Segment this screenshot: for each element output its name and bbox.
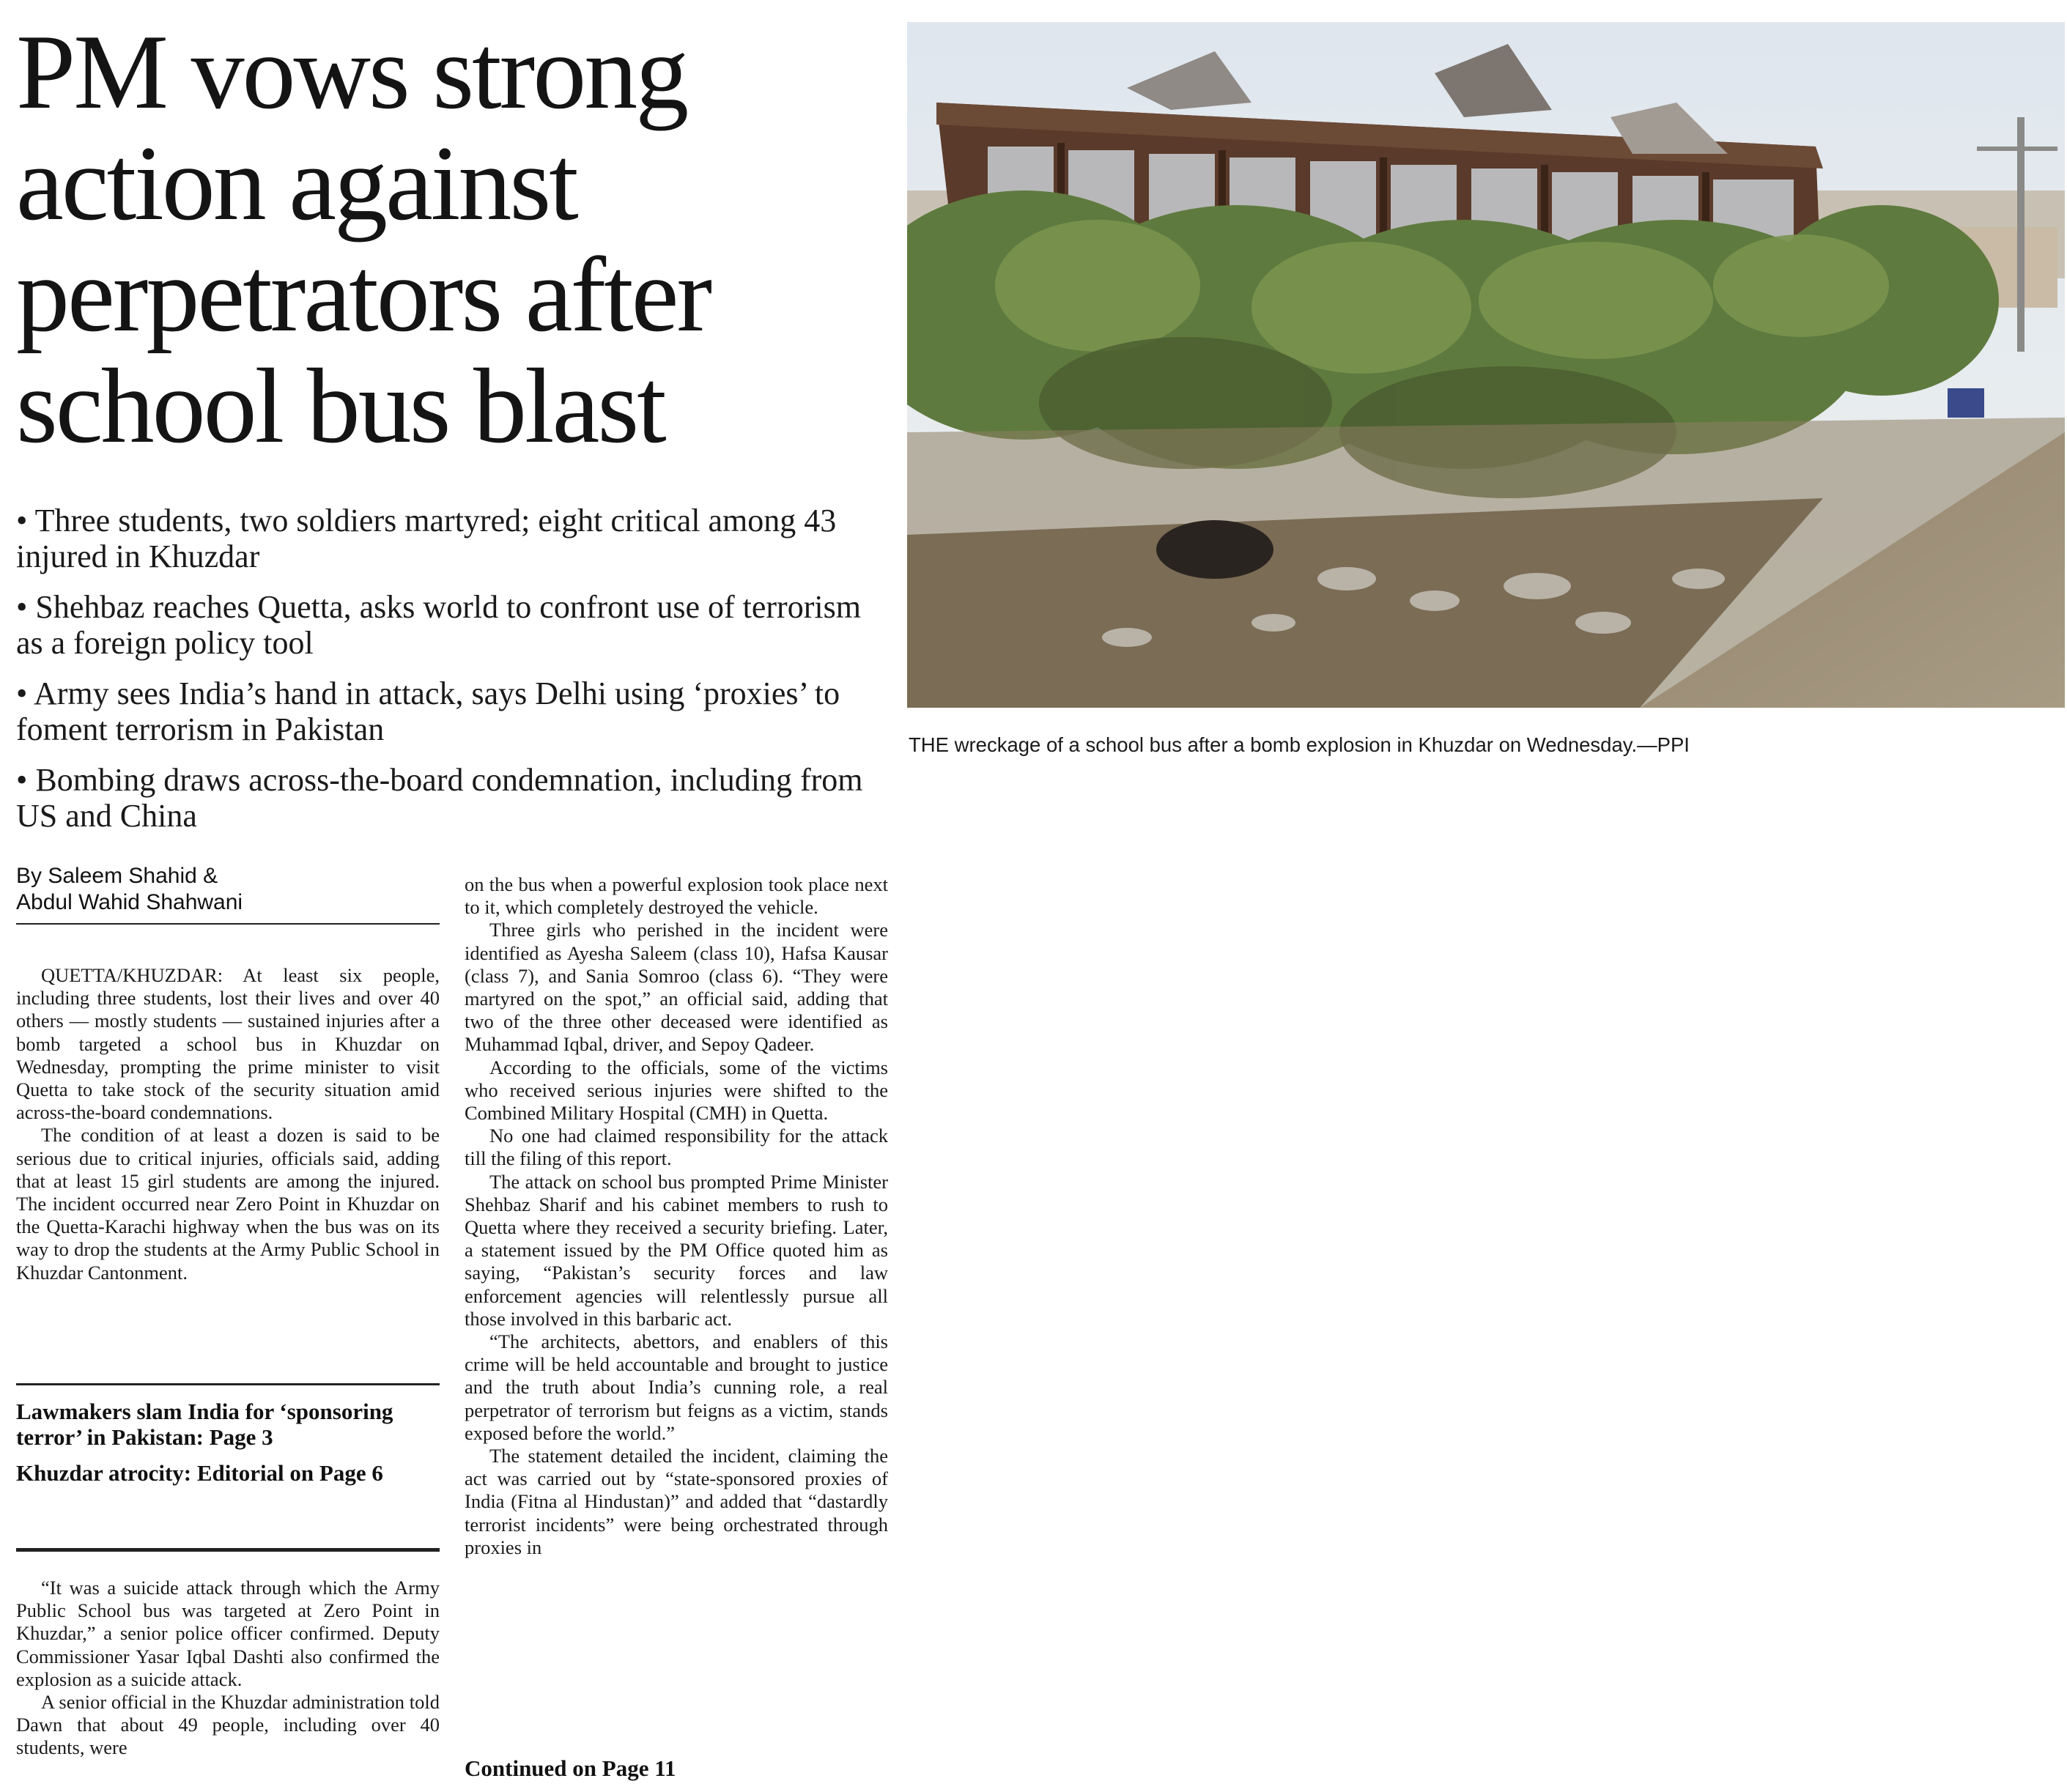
related-stories-box: [16, 1383, 440, 1552]
bus-wreckage-image: [907, 22, 2065, 708]
article-paragraph: “The architects, abettors, and enablers of this crime will be held accountable and brought to justice and the truth about India’s cunning role, a real perpetrator of terrorism but feigns as a victim, stands exposed before the world.”: [465, 1330, 888, 1444]
article-column-1-top: [16, 964, 440, 1284]
article-paragraph: The condition of at least a dozen is said to be serious due to critical injuries, officials said, adding that at least 15 girl students are among the injured. The incident occurred near Zero Point in Khuzdar on the Quetta-Karachi highway when the bus was on its way to drop the students at the Army Public School in Khuzdar Cantonment.: [16, 1124, 440, 1284]
photo-caption: THE wreckage of a school bus after a bomb explosion in Khuzdar on Wednesday.—PPI: [909, 733, 1690, 756]
summary-bullets: [16, 503, 895, 848]
bullet-item: • Army sees India’s hand in attack, says Delhi using ‘proxies’ to foment terrorism in Pakistan: [16, 675, 840, 747]
article-paragraph: Three girls who perished in the incident were identified as Ayesha Saleem (class 10), Hafsa Kausar (class 7), and Sania Somroo (class 6). “They were martyred on the spot,” an official said, adding that two of the three other deceased were identified as Muhammad Iqbal, driver, and Sepoy Qadeer.: [465, 919, 888, 1056]
related-story-link[interactable]: Lawmakers slam India for ‘sponsoring terror’ in Pakistan: Page 3: [16, 1399, 393, 1450]
news-photo: [907, 22, 2065, 708]
article-paragraph: on the bus when a powerful explosion took place next to it, which completely destroyed the vehicle.: [465, 873, 888, 919]
bullet-item: • Bombing draws across-the-board condemnation, including from US and China: [16, 762, 863, 834]
article-paragraph: The statement detailed the incident, claiming the act was carried out by “state-sponsored proxies of India (Fitna al Hindustan)” and added that “dastardly terrorist incidents” were being orchestrated through proxies in: [465, 1445, 888, 1558]
article-paragraph: A senior official in the Khuzdar administration told Dawn that about 49 people, including over 40 students, were: [16, 1691, 440, 1759]
headline: PM vows strong action against perpetrators after school bus blast: [16, 12, 711, 465]
continued-link[interactable]: Continued on Page 11: [465, 1755, 676, 1781]
related-story-link[interactable]: Khuzdar atrocity: Editorial on Page 6: [16, 1460, 383, 1486]
article-paragraph: No one had claimed responsibility for the attack till the filing of this report.: [465, 1125, 888, 1170]
byline: [16, 863, 440, 925]
article-column-1-bottom: [16, 1577, 440, 1760]
article-column-2: [465, 873, 888, 1559]
article-paragraph: The attack on school bus prompted Prime Minister Shehbaz Sharif and his cabinet members to rush to Quetta where they received a security briefing. Later, a statement issued by the PM Office quoted him as saying, “Pakistan’s security forces and law enforcement agencies will relentlessly pursue all those involved in this barbaric act.: [465, 1170, 888, 1330]
article-paragraph: QUETTA/KHUZDAR: At least six people, including three students, lost their lives and over 40 others — mostly students — sustained injuries after a bomb targeted a school bus in Khuzdar on Wednesday, prompting the prime minister to visit Quetta to take stock of the security situation amid across-the-board condemnations.: [16, 964, 440, 1124]
article-paragraph: “It was a suicide attack through which the Army Public School bus was targeted at Zero Point in Khuzdar,” a senior police officer confirmed. Deputy Commissioner Yasar Iqbal Dashti also confirmed the explosion as a suicide attack.: [16, 1577, 440, 1690]
byline-line: By Saleem Shahid &: [16, 864, 218, 888]
article-paragraph: According to the officials, some of the victims who received serious injuries were shifted to the Combined Military Hospital (CMH) in Quetta.: [465, 1056, 888, 1125]
bullet-item: • Three students, two soldiers martyred; eight critical among 43 injured in Khuzdar: [16, 503, 837, 574]
bullet-item: • Shehbaz reaches Quetta, asks world to confront use of terrorism as a foreign policy tool: [16, 589, 861, 661]
byline-line: Abdul Wahid Shahwani: [16, 890, 243, 914]
